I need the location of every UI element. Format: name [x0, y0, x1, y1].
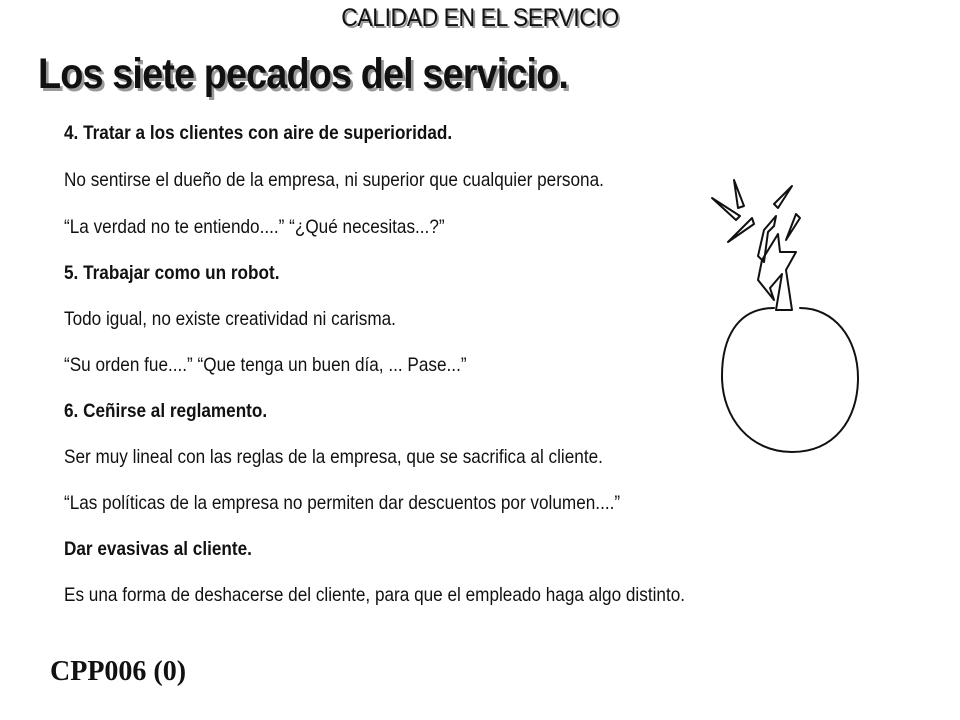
header-title: CALIDAD EN EL SERVICIO — [341, 4, 619, 32]
slide-code: CPP006 (0) — [50, 656, 187, 687]
spark-shape — [728, 218, 754, 242]
bomb-body-shape — [722, 308, 858, 452]
item-5-example: “Su orden fue....” “Que tenga un buen día, ... Pase...” — [64, 354, 467, 376]
item-6-heading: 6. Ceñirse al reglamento. — [64, 400, 268, 422]
fuse-base-shape — [758, 234, 796, 310]
item-7-heading: Dar evasivas al cliente. — [64, 538, 252, 560]
item-5-heading: 5. Trabajar como un robot. — [64, 262, 280, 284]
spark-shape — [712, 198, 740, 220]
spark-shape — [774, 186, 792, 208]
item-7-description: Es una forma de deshacerse del cliente, para que el empleado haga algo distinto. — [64, 584, 686, 606]
spark-shape — [786, 214, 800, 240]
slide-title: Los siete pecados del servicio. — [38, 50, 569, 98]
spark-shape — [734, 180, 744, 208]
item-4-heading: 4. Tratar a los clientes con aire de superioridad. — [64, 122, 453, 144]
item-6-example: “Las políticas de la empresa no permiten dar descuentos por volumen....” — [64, 492, 621, 514]
bomb-icon — [700, 170, 870, 470]
item-4-description: No sentirse el dueño de la empresa, ni superior que cualquier persona. — [64, 169, 604, 191]
fuse-shape — [758, 216, 776, 262]
item-4-example: “La verdad no te entiendo....” “¿Qué necesitas...?” — [64, 216, 445, 238]
item-6-description: Ser muy lineal con las reglas de la empresa, que se sacrifica al cliente. — [64, 446, 603, 468]
item-5-description: Todo igual, no existe creatividad ni carisma. — [64, 308, 396, 330]
